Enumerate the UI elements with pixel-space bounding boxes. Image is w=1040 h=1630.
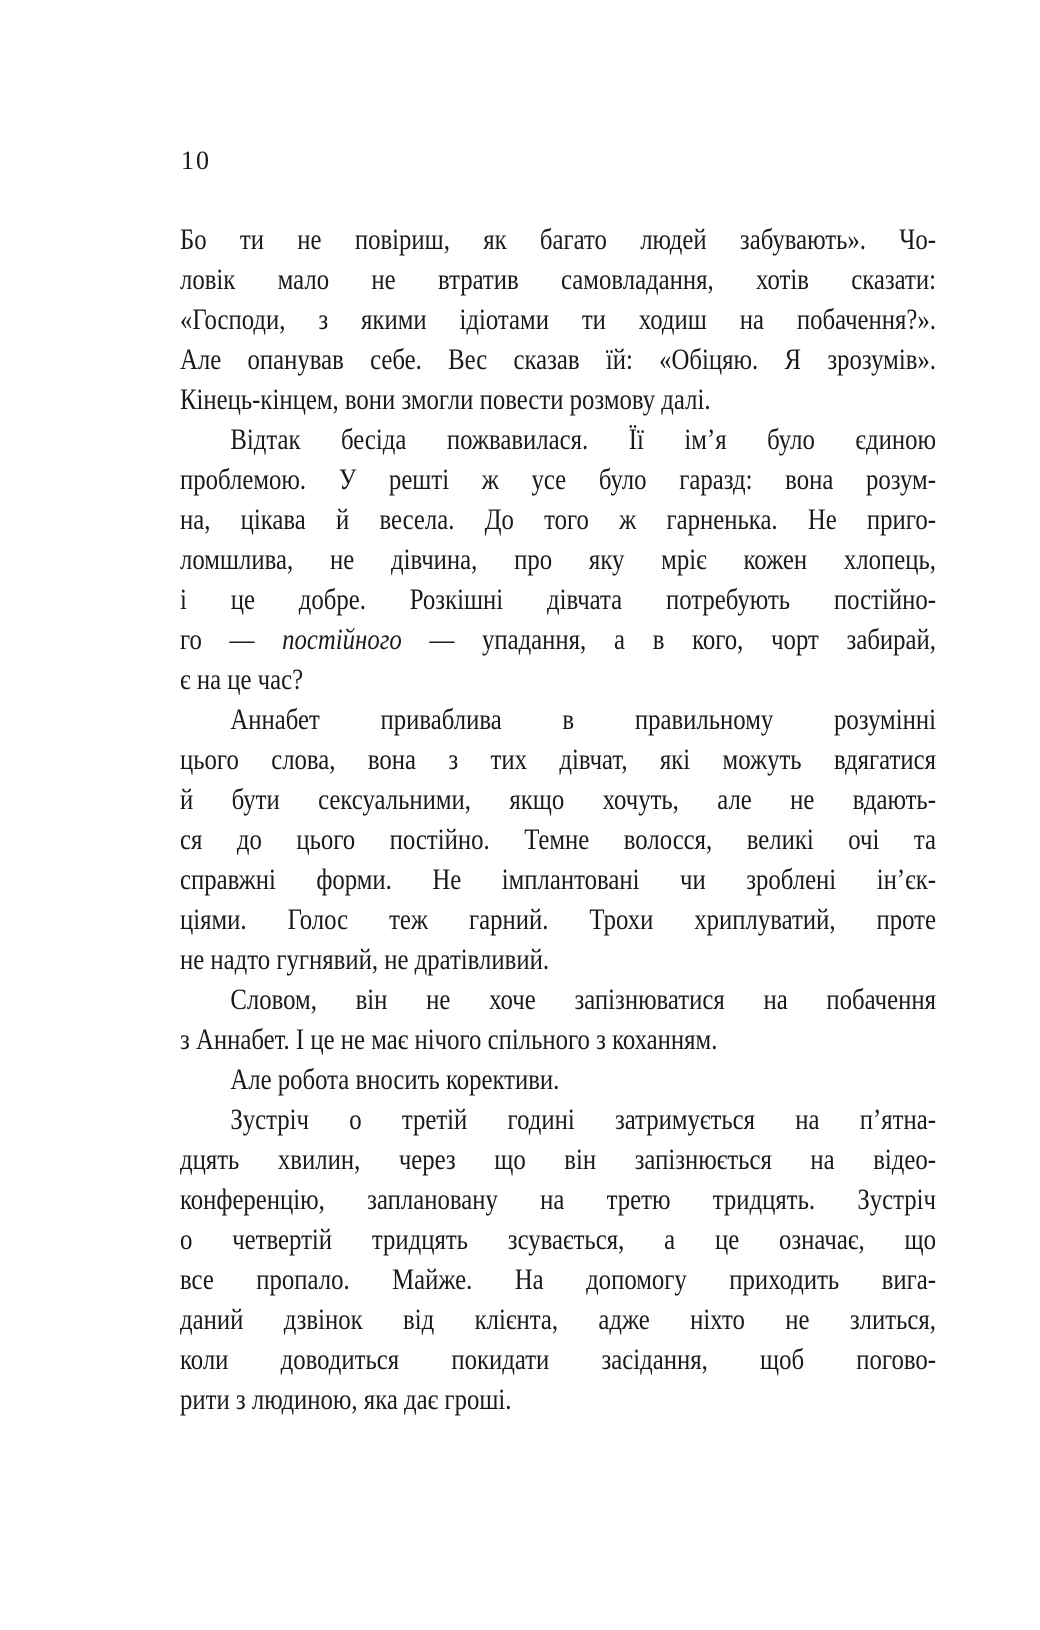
text-line [180,980,936,1020]
text-line [180,820,936,860]
text-line [180,1260,936,1300]
text-line [180,1340,936,1380]
text-segment: Словом, він не хоче запізнюватися на побачення [230,983,936,1016]
text-segment: Але опанував себе. Вес сказав їй: «Обіцяю. Я зрозумів». [180,343,936,376]
text-segment: Відтак бесіда пожвавилася. Її ім’я було єдиною [230,423,936,456]
text-segment: з Аннабет. І це не має нічого спільного з коханням. [180,1023,718,1056]
text-line [180,540,936,580]
text-segment: все пропало. Майже. На допомогу приходить вига- [180,1263,936,1296]
text-segment: ціями. Голос теж гарний. Трохи хриплуватий, проте [180,903,936,936]
page-number: 10 [181,146,211,175]
text-line [180,1060,936,1100]
text-segment: ломшлива, не дівчина, про яку мріє кожен хлопець, [180,543,936,576]
text-segment: Кінець-кінцем, вони змогли повести розмову далі. [180,383,711,416]
text-line [180,780,936,820]
text-segment: ловік мало не втратив самовладання, хотів сказати: [180,263,936,296]
text-line [180,500,936,540]
text-segment: Але робота вносить корективи. [230,1063,560,1096]
text-line [180,860,936,900]
text-segment: даний дзвінок від клієнта, адже ніхто не злиться, [180,1303,936,1336]
text-line [180,620,936,660]
text-line [180,380,936,420]
text-segment: й бути сексуальними, якщо хочуть, але не вдають- [180,783,936,816]
text-line [180,420,936,460]
text-line [180,1220,936,1260]
text-segment: го — [180,623,283,656]
text-segment: ся до цього постійно. Темне волосся, великі очі та [180,823,936,856]
text-line [180,1380,936,1420]
text-line [180,340,936,380]
text-segment: є на це час? [180,663,304,696]
text-segment: не надто гугнявий, не дратівливий. [180,943,550,976]
text-line [180,460,936,500]
text-line [180,1300,936,1340]
text-line [180,1180,936,1220]
text-line [180,940,936,980]
text-line [180,220,936,260]
text-segment: Аннабет приваблива в правильному розумінні [230,703,936,736]
text-line [180,740,936,780]
text-segment: дцять хвилин, через що він запізнюється на відео- [180,1143,936,1176]
text-line [180,580,936,620]
text-segment: справжні форми. Не імплантовані чи зроблені ін’єк- [180,863,936,896]
text-line [180,1020,936,1060]
text-segment: — упадання, а в кого, чорт забирай, [401,623,936,656]
text-line [180,660,936,700]
text-segment: на, цікава й весела. До того ж гарненька. Не приго- [180,503,936,536]
text-line [180,1140,936,1180]
text-line [180,1100,936,1140]
text-line [180,900,936,940]
text-line [180,700,936,740]
text-segment: Бо ти не повіриш, як багато людей забувають». Чо- [180,223,936,256]
text-segment: цього слова, вона з тих дівчат, які можуть вдягатися [180,743,936,776]
text-segment: коли доводиться покидати засідання, щоб погово- [180,1343,936,1376]
text-segment: о четвертій тридцять зсувається, а це означає, що [180,1223,936,1256]
text-line [180,260,936,300]
text-segment: Зустріч о третій годині затримується на п’ятна- [230,1103,936,1136]
text-segment: конференцію, заплановану на третю тридцять. Зустріч [180,1183,936,1216]
text-segment: проблемою. У решті ж усе було гаразд: вона розум- [180,463,936,496]
text-segment: «Господи, з якими ідіотами ти ходиш на побачення?». [180,303,936,336]
text-segment: рити з людиною, яка дає гроші. [180,1383,512,1416]
italic-emphasis: постійного [282,623,402,656]
text-line [180,300,936,340]
text-segment: і це добре. Розкішні дівчата потребують постійно- [180,583,936,616]
text-block [180,220,936,1420]
